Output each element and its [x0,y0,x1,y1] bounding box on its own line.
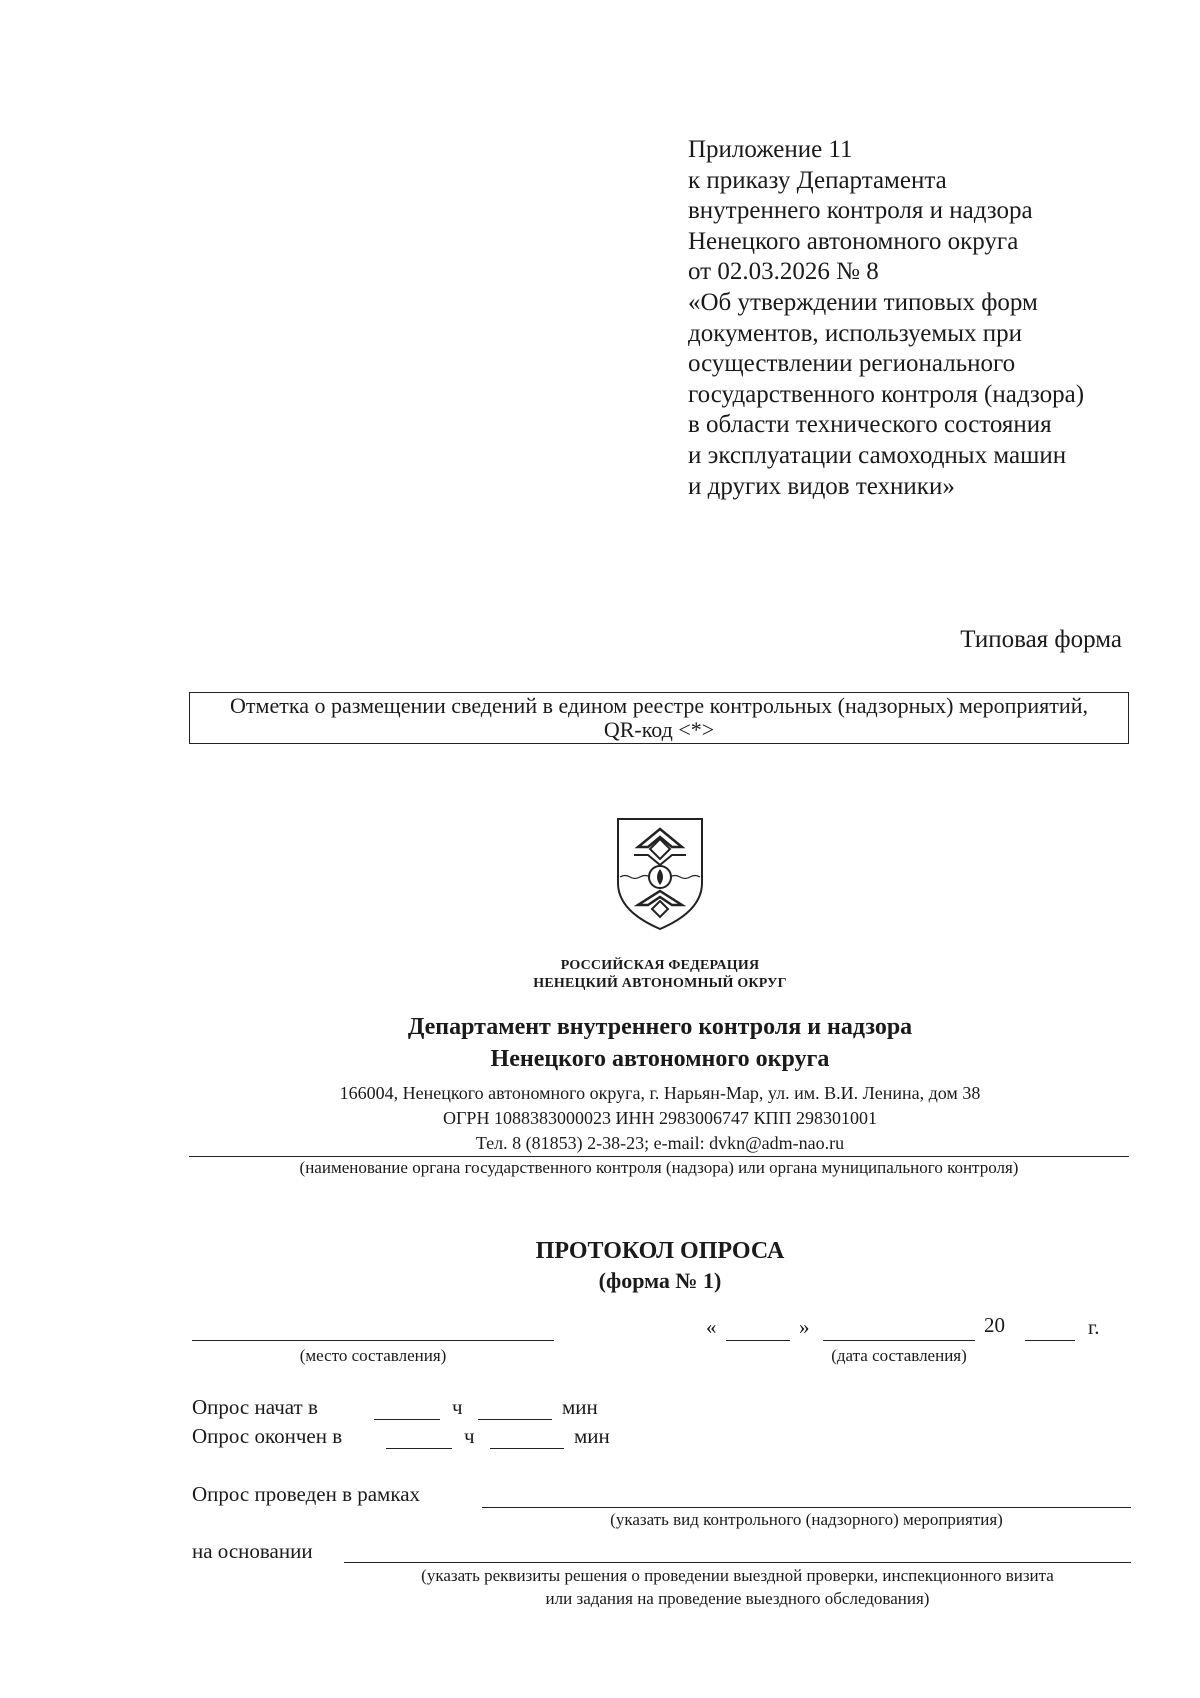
framework-label: Опрос проведен в рамках [192,1482,421,1506]
country-name: РОССИЙСКАЯ ФЕДЕРАЦИЯ [560,958,760,973]
year-prefix: 20 [984,1313,1005,1337]
end-hours-unit: ч [464,1424,475,1448]
quote-close: » [799,1315,810,1339]
year-suffix: г. [1088,1315,1100,1339]
framework-field[interactable] [482,1507,1131,1508]
end-hours-field[interactable] [386,1448,452,1449]
start-hours-unit: ч [452,1395,463,1419]
region-name: НЕНЕЦКИЙ АВТОНОМНЫЙ ОКРУГ [533,976,787,991]
appendix-block [688,135,1148,502]
month-field[interactable] [823,1340,975,1341]
appendix-line: в области технического состояния [688,411,1052,439]
quote-open: « [706,1315,717,1339]
day-field[interactable] [726,1340,790,1341]
protocol-title: ПРОТОКОЛ ОПРОСА [535,1238,785,1264]
department-subtitle: Ненецкого автономного округа [490,1046,830,1072]
end-minutes-unit: мин [574,1424,610,1448]
end-minutes-field[interactable] [490,1448,564,1449]
start-time-label: Опрос начат в [192,1395,318,1419]
basis-field[interactable] [344,1562,1131,1563]
appendix-line: документов, используемых при [688,319,1023,347]
appendix-line: к приказу Департамента [688,166,947,194]
department-contacts: Тел. 8 (81853) 2-38-23; e-mail: dvkn@adm-nao.ru [475,1133,845,1153]
framework-caption: (указать вид контрольного (надзорного) мероприятия) [610,1510,1003,1529]
appendix-line: осуществлении регионального [688,350,1016,378]
nao-coat-of-arms-icon [612,815,708,933]
basis-caption-line2: или задания на проведение выездного обследования) [545,1589,930,1608]
start-minutes-field[interactable] [478,1419,552,1420]
appendix-line: Приложение 11 [688,136,853,163]
form-type-label: Типовая форма [960,626,1122,653]
authority-caption: (наименование органа государственного контроля (надзора) или органа муниципального контроля) [299,1158,1019,1177]
start-minutes-unit: мин [562,1395,598,1419]
department-title: Департамент внутреннего контроля и надзора [407,1014,913,1040]
appendix-line: государственного контроля (надзора) [688,380,1085,408]
qr-code-label: QR-код <*> [603,717,715,742]
protocol-form-number: (форма № 1) [598,1268,722,1293]
appendix-line: от 02.03.2026 № 8 [688,258,879,286]
basis-label: на основании [192,1539,313,1563]
start-hours-field[interactable] [374,1419,440,1420]
end-time-label: Опрос окончен в [192,1424,343,1448]
place-caption: (место составления) [299,1346,447,1365]
registry-mark-box [189,692,1129,744]
place-field[interactable] [192,1340,554,1341]
department-requisites: ОГРН 1088383000023 ИНН 2983006747 КПП 298301001 [443,1108,877,1128]
appendix-line: внутреннего контроля и надзора [688,197,1033,225]
registry-mark-text: Отметка о размещении сведений в едином реестре контрольных (надзорных) мероприятий, [230,693,1088,718]
appendix-line: Ненецкого автономного округа [688,227,1019,255]
appendix-line: и эксплуатации самоходных машин [688,441,1067,469]
department-address: 166004, Ненецкого автономного округа, г. Нарьян-Мар, ул. им. В.И. Ленина, дом 38 [339,1083,981,1103]
header-divider [189,1156,1129,1157]
date-caption: (дата составления) [831,1346,967,1365]
appendix-line: «Об утверждении типовых форм [688,288,1038,316]
year-field[interactable] [1025,1340,1075,1341]
appendix-line: и других видов техники» [688,472,955,500]
basis-caption-line1: (указать реквизиты решения о проведении выездной проверки, инспекционного визита [421,1566,1054,1585]
